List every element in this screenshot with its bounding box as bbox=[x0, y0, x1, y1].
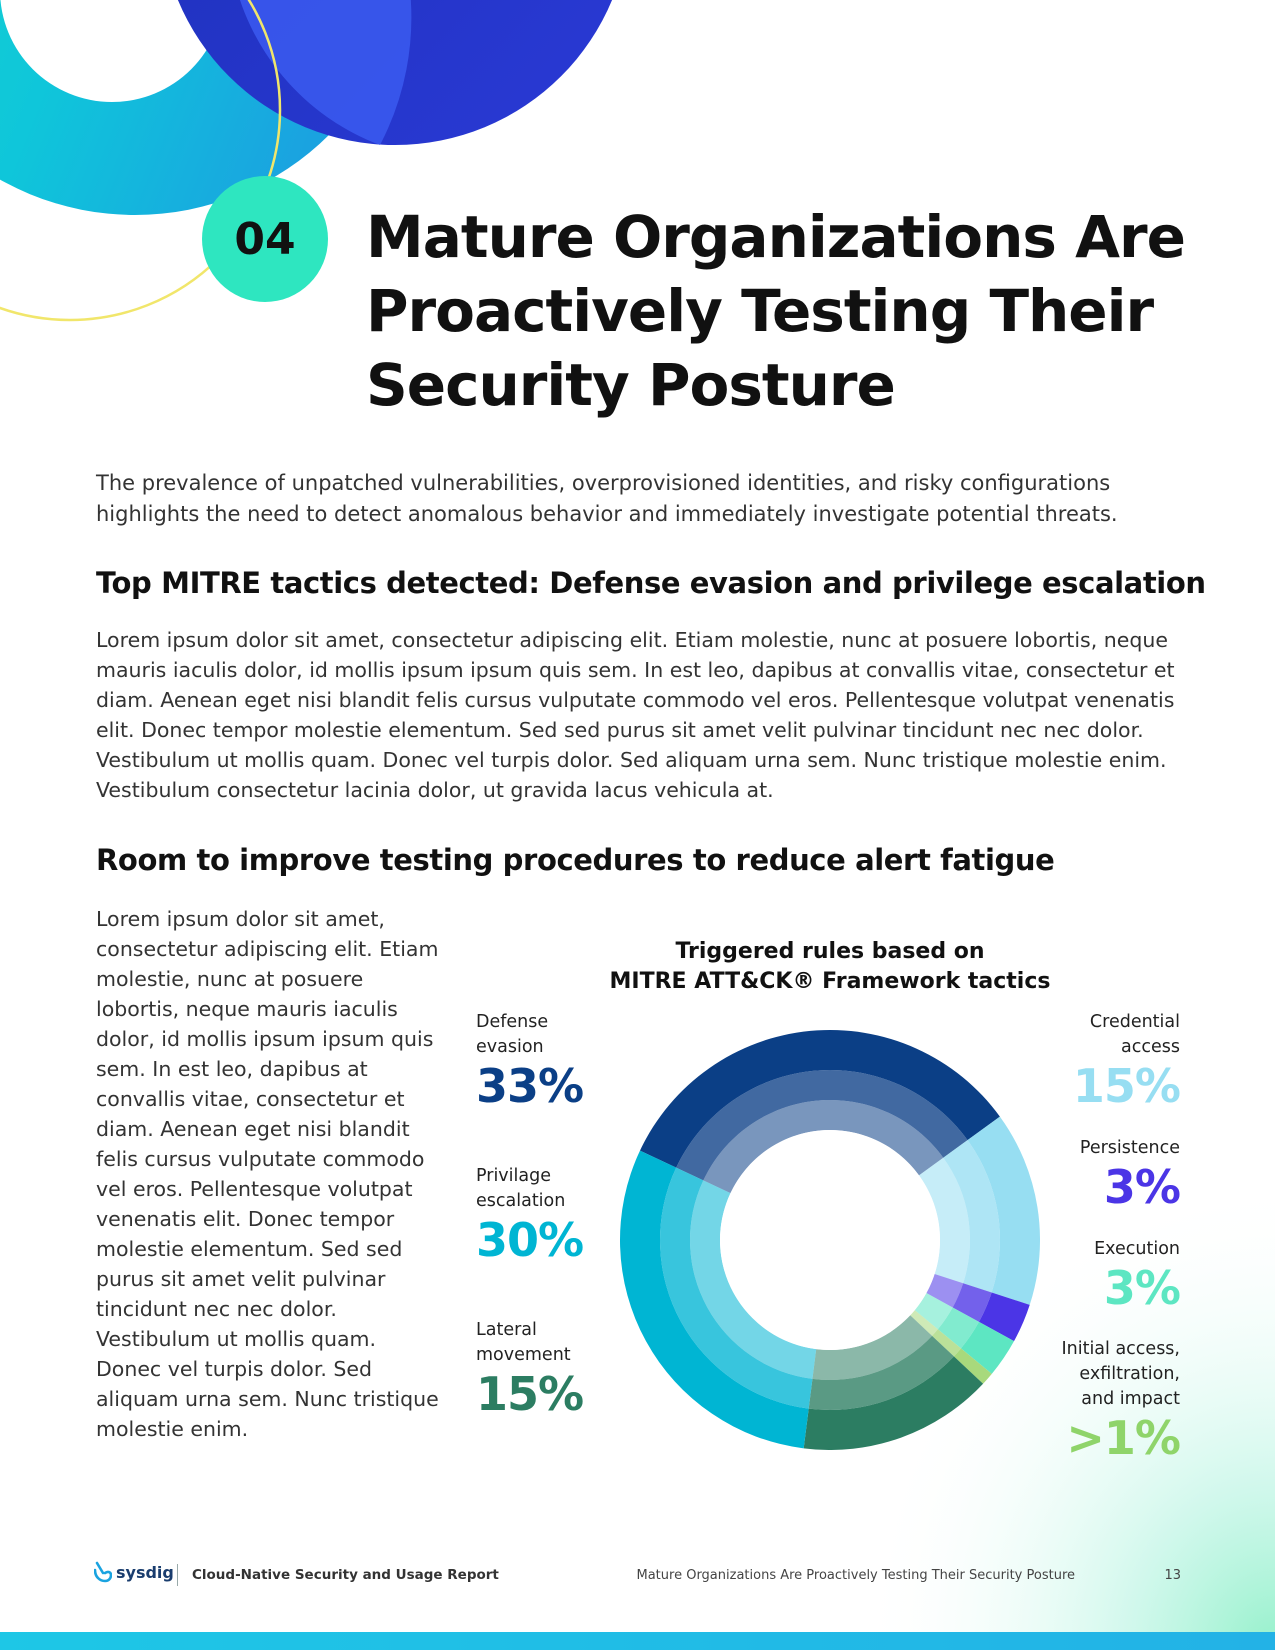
legend-label-line: Defense bbox=[476, 1012, 549, 1032]
donut-chart bbox=[620, 1030, 1040, 1450]
legend-label-line: exfiltration, bbox=[1079, 1364, 1180, 1384]
subsection-body-testing: Lorem ipsum dolor sit amet, consectetur adipiscing elit. Etiam molestie, nunc at posuere lobortis, neque mauris iaculis dolor, id mollis ipsum ipsum quis sem. In est leo, dapibus at convallis vitae, consectetur et diam. Aenean eget nisi blandit felis cursus vulputate commodo vel eros. Pellentesque volutpat venenatis elit. Donec tempor molestie elementum. Sed sed purus sit amet velit pulvinar tincidunt nec nec dolor. Vestibulum ut mollis quam. Donec vel turpis dolor. Sed aliquam urna sem. Nunc tristique molestie enim. bbox=[96, 907, 439, 1441]
legend-value: >1% bbox=[1066, 1411, 1180, 1465]
subsection-heading-mitre: Top MITRE tactics detected: Defense evasion and privilege escalation bbox=[96, 566, 1206, 600]
legend-label-line: Credential bbox=[1089, 1012, 1180, 1032]
sysdig-logo bbox=[94, 1561, 174, 1583]
sysdig-logo-icon bbox=[94, 1561, 112, 1583]
legend-label-line: Persistence bbox=[1079, 1138, 1180, 1158]
chart-title-line-2: MITRE ATT&CK® Framework tactics bbox=[609, 969, 1051, 994]
legend-label-line: movement bbox=[476, 1345, 571, 1365]
legend-label-line: access bbox=[1121, 1037, 1180, 1057]
legend-execution bbox=[1094, 1237, 1180, 1314]
page-title: Mature Organizations Are Proactively Testing Their Security Posture bbox=[366, 203, 1185, 419]
page-number: 13 bbox=[1164, 1568, 1181, 1583]
section-number: 04 bbox=[234, 213, 296, 265]
legend-value: 33% bbox=[476, 1059, 584, 1113]
section-number-badge bbox=[202, 176, 328, 302]
legend-lateral-movement bbox=[476, 1318, 583, 1420]
legend-label-line: Initial access, bbox=[1061, 1339, 1180, 1359]
legend-persistence bbox=[1080, 1136, 1180, 1213]
footer-divider bbox=[177, 1564, 178, 1586]
legend-label-line: escalation bbox=[476, 1191, 566, 1211]
footer-section-title: Mature Organizations Are Proactively Testing Their Security Posture bbox=[636, 1568, 1075, 1583]
legend-initial-access bbox=[1061, 1337, 1180, 1464]
legend-label-line: Privilage bbox=[476, 1166, 551, 1186]
footer-report-title: Cloud-Native Security and Usage Report bbox=[192, 1567, 499, 1583]
legend-privilege-escalation bbox=[476, 1164, 583, 1266]
intro-paragraph: The prevalence of unpatched vulnerabilities, overprovisioned identities, and risky configurations highlights the need to detect anomalous behavior and immediately investigate potential threats. bbox=[96, 471, 1118, 526]
legend-value: 3% bbox=[1103, 1261, 1180, 1315]
legend-value: 3% bbox=[1103, 1160, 1180, 1214]
legend-label-line: Lateral bbox=[476, 1320, 537, 1340]
chart-title-line-1: Triggered rules based on bbox=[675, 939, 985, 964]
legend-credential-access bbox=[1073, 1010, 1180, 1112]
chart-title bbox=[580, 937, 1080, 997]
brand-name: sysdig bbox=[116, 1562, 174, 1582]
legend-label-line: evasion bbox=[476, 1037, 544, 1057]
legend-value: 15% bbox=[476, 1367, 584, 1421]
donut-hole bbox=[720, 1130, 940, 1350]
legend-label-line: Execution bbox=[1094, 1239, 1180, 1259]
legend-value: 15% bbox=[1072, 1059, 1180, 1113]
subsection-body-mitre: Lorem ipsum dolor sit amet, consectetur adipiscing elit. Etiam molestie, nunc at posuere lobortis, neque mauris iaculis dolor, id mollis ipsum ipsum quis sem. In est leo, dapibus at convallis vitae, consectetur et diam. Aenean eget nisi blandit felis cursus vulputate commodo vel eros. Pellentesque volutpat venenatis elit. Donec tempor molestie elementum. Sed sed purus sit amet velit pulvinar tincidunt nec nec dolor. Vestibulum ut mollis quam. Donec vel turpis dolor. Sed aliquam urna sem. Nunc tristique molestie enim. Vestibulum consectetur lacinia dolor, ut gravida lacus vehicula at. bbox=[96, 628, 1175, 802]
legend-defense-evasion bbox=[476, 1010, 583, 1112]
legend-label-line: and impact bbox=[1081, 1389, 1180, 1409]
subsection-heading-testing: Room to improve testing procedures to reduce alert fatigue bbox=[96, 843, 1055, 877]
legend-value: 30% bbox=[476, 1213, 584, 1267]
